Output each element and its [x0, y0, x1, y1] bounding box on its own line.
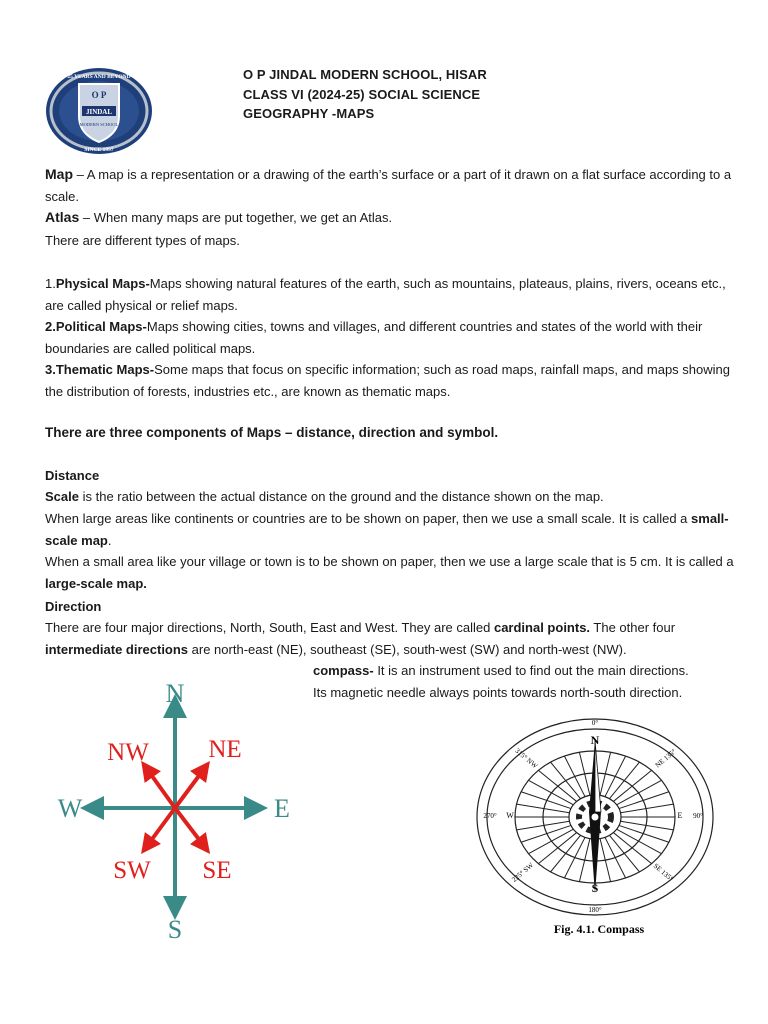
- compass-label-ne: NE 135°: [653, 747, 678, 770]
- compass-deg-180: 180°: [588, 906, 602, 914]
- compass-deg-270: 270°: [483, 812, 497, 820]
- components-line: There are three components of Maps – distance, direction and symbol.: [45, 425, 499, 440]
- logo-initials: O P: [91, 90, 107, 100]
- compass-spoke: [617, 780, 662, 804]
- type-political: 2.Political Maps-Maps showing cities, towns and villages, and different countries and states of the world with their boundaries are called political maps.: [45, 319, 703, 356]
- large-scale-term: large-scale map.: [45, 575, 147, 591]
- rose-label-nw: NW: [107, 739, 149, 766]
- atlas-term: Atlas: [45, 209, 80, 225]
- compass-deg-90: 90°: [693, 812, 703, 820]
- map-text: – A map is a representation or a drawing of the earth’s surface or a part of it drawn on a flat surface according to a scale.: [45, 167, 732, 204]
- compass-label-s: S: [591, 881, 599, 895]
- compass-definition: compass- It is an instrument used to find out the main directions. Its magnetic needle always points towards north-south direction.: [313, 663, 689, 700]
- large-scale-text: When a small area like your village or town is to be shown on paper, then we use a large scale that is 5 cm. It is called a large-scale map.: [45, 554, 734, 591]
- atlas-text: – When many maps are put together, we get an Atlas.: [79, 210, 393, 225]
- compass-spoke: [528, 829, 573, 853]
- cardinal-term: cardinal points.: [493, 620, 591, 635]
- compass-caption: Fig. 4.1. Compass: [553, 922, 645, 936]
- map-term: Map: [45, 166, 73, 182]
- compass-spoke: [551, 835, 581, 872]
- rose-label-sw: SW: [113, 857, 151, 884]
- political-term: Political Maps-: [55, 319, 147, 334]
- compass-spoke: [551, 762, 581, 799]
- direction-text: There are four major directions, North, South, East and West. They are called cardinal points. The other four intermediate directions are north-east (NE), southeast (SE), south-west (SW) and north-west (NW).: [45, 620, 676, 657]
- types-intro: There are different types of maps.: [45, 233, 240, 248]
- rose-label-n: N: [165, 679, 185, 708]
- compass-spoke: [613, 770, 651, 801]
- distance-heading: Distance: [45, 468, 100, 483]
- compass-spoke: [528, 780, 573, 804]
- logo-top-text: 25 YEARS AND BEYOND: [67, 74, 131, 80]
- scale-term: Scale: [45, 489, 79, 504]
- rose-label-e: E: [274, 794, 290, 823]
- compass-label-e: E: [677, 811, 683, 820]
- direction-heading: Direction: [45, 599, 102, 614]
- rose-label-se: SE: [202, 857, 232, 884]
- small-scale-term: small-scale map: [45, 511, 729, 548]
- compass-label-nw: 315° NW: [513, 746, 540, 771]
- logo-sub: MODERN SCHOOL: [79, 122, 119, 127]
- thematic-term: Thematic Maps-: [55, 362, 155, 377]
- compass-spoke: [538, 770, 576, 801]
- compass-spoke: [609, 835, 639, 872]
- type-physical: 1.Physical Maps-Maps showing natural features of the earth, such as mountains, plateaus, plains, rivers, oceans etc., are called physical or relief maps.: [45, 276, 726, 313]
- logo-name: JINDAL: [85, 108, 113, 116]
- small-scale-text: When large areas like continents or countries are to be shown on paper, then we use a small scale. It is called a small-scale map.: [45, 511, 729, 548]
- compass-figure: [470, 712, 720, 942]
- compass-term: compass-: [313, 663, 374, 678]
- type-thematic: 3.Thematic Maps-Some maps that focus on specific information; such as road maps, rainfall maps, and maps showing the distribution of forests, industries etc., are known as thematic maps.: [45, 362, 730, 399]
- compass-deg-0: 0°: [591, 719, 599, 727]
- compass-label-sw: 225° SW: [510, 861, 536, 884]
- compass-label-w: W: [506, 811, 514, 820]
- intermediate-term: intermediate directions: [45, 641, 189, 657]
- topic-title: GEOGRAPHY -MAPS: [243, 106, 375, 121]
- compass-spoke: [613, 833, 651, 864]
- compass-spoke: [609, 762, 639, 799]
- school-logo: [44, 66, 154, 156]
- logo-bottom-text: SINCE 1997: [84, 147, 114, 153]
- physical-term: Physical Maps-: [55, 276, 150, 291]
- class-line: CLASS VI (2024-25) SOCIAL SCIENCE: [243, 87, 481, 102]
- direction-rose: [46, 668, 304, 946]
- school-name: O P JINDAL MODERN SCHOOL, HISAR: [243, 67, 487, 82]
- rose-label-ne: NE: [208, 736, 242, 763]
- rose-label-s: S: [167, 915, 183, 944]
- scale-definition: Scale is the ratio between the actual distance on the ground and the distance shown on the map.: [45, 489, 604, 504]
- compass-spoke: [617, 829, 662, 853]
- map-definition: [45, 164, 745, 207]
- rose-label-w: W: [57, 794, 83, 823]
- atlas-definition: [45, 207, 745, 229]
- compass-spoke: [538, 833, 576, 864]
- compass-label-se: SE 135°: [651, 861, 675, 883]
- compass-label-n: N: [590, 733, 600, 747]
